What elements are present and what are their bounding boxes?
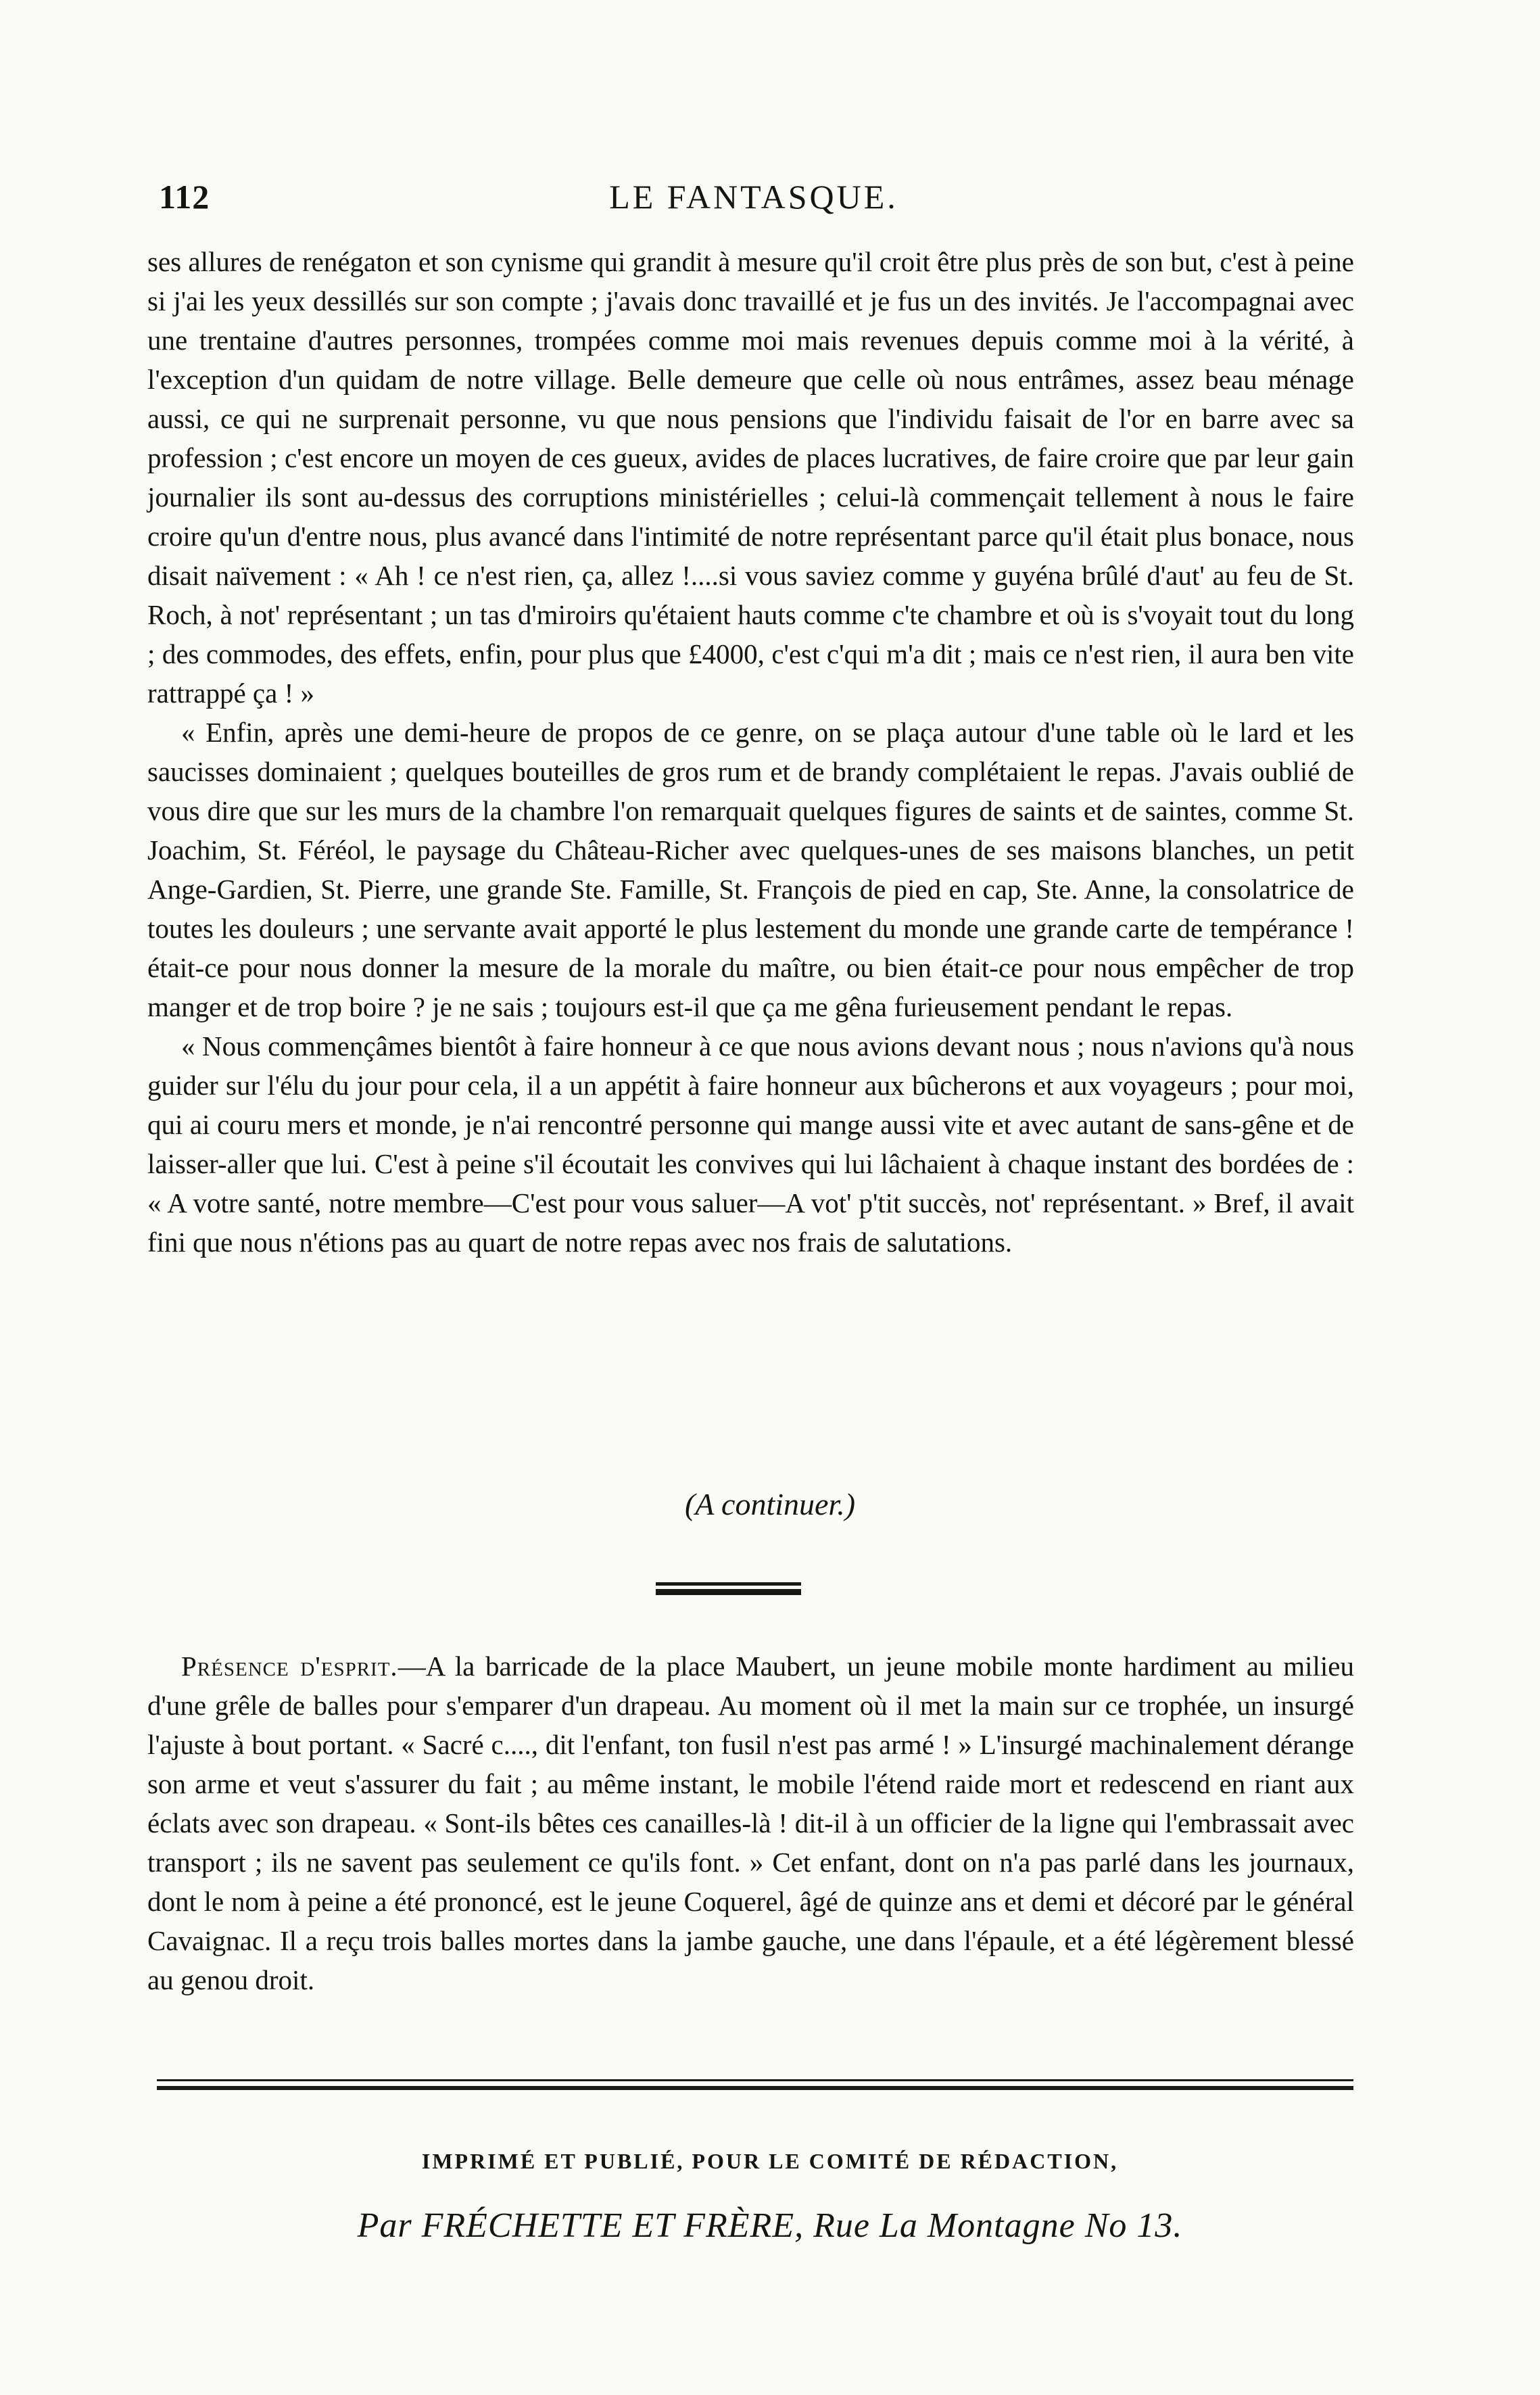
footer-rule	[157, 2086, 1353, 2090]
anecdote-article	[147, 1646, 1354, 1999]
continuation-note: (A continuer.)	[684, 1487, 856, 1521]
paragraph: ses allures de renégaton et son cynisme qui grandit à mesure qu'il croit être plus près de son but, c'est à peine si j'ai les yeux dessillés sur son compte ; j'avais donc travaillé et je fus un des invités. Je l'accompagnai avec une trentaine d'autres personnes, trompées comme moi mais revenues depuis comme moi à la vérité, à l'exception d'un quidam de notre village. Belle demeure que celle où nous entrâmes, assez beau ménage aussi, ce qui ne surprenait personne, vu que nous pensions que l'individu faisait de l'or en barre avec sa profession ; c'est encore un moyen de ces gueux, avides de places lucratives, de faire croire que par leur gain journalier ils sont au-dessus des corruptions ministérielles ; celui-là commençait tellement à nous le faire croire qu'un d'entre nous, plus avancé dans l'intimité de notre représentant parce qu'il était plus bonace, nous disait naïvement : « Ah ! ce n'est rien, ça, allez !....si vous saviez comme y guyéna brûlé d'aut' au feu de St. Roch, à not' représentant ; un tas d'miroirs qu'étaient hauts comme c'te chambre et où is s'voyait tout du long ; des commodes, des effets, enfin, pour plus que £4000, c'est c'qui m'a dit ; mais ce n'est rien, il aura ben vite rattrappé ça ! »	[147, 246, 1354, 709]
footer-rule	[157, 2079, 1353, 2081]
article-body: —A la barricade de la place Maubert, un jeune mobile monte hardiment au milieu d'une grêle de balles pour s'emparer d'un drapeau. Au moment où il met la main sur ce trophée, un insurgé l'ajuste à bout portant. « Sacré c...., dit l'enfant, ton fusil n'est pas armé ! » L'insurgé machinalement dérange son arme et veut s'assurer du fait ; au même instant, le mobile l'étend raide mort et redescend en riant aux éclats avec son drapeau. « Sont-ils bêtes ces canailles-là ! dit-il à un officier de la ligne qui l'embrassait avec transport ; ils ne savent pas seulement ce qu'ils font. » Cet enfant, dont on n'a pas parlé dans les journaux, dont le nom à peine a été prononcé, est le jeune Coquerel, âgé de quinze ans et demi et décoré par le général Cavaignac. Il a reçu trois balles mortes dans la jambe gauche, une dans l'épaule, et a été légèrement blessé au genou droit.	[147, 1651, 1355, 1995]
section-divider	[656, 1589, 801, 1595]
page-header	[159, 177, 1349, 224]
journal-title: LE FANTASQUE.	[609, 178, 898, 216]
article-heading: Présence d'esprit.	[181, 1651, 398, 1682]
paragraph	[147, 1646, 1354, 1999]
section-divider	[656, 1582, 801, 1586]
imprint-line: IMPRIMÉ ET PUBLIÉ, POUR LE COMITÉ DE RÉDACTION,	[421, 2149, 1119, 2173]
publisher-line: Par FRÉCHETTE ET FRÈRE, Rue La Montagne No 13.	[357, 2206, 1183, 2245]
paragraph: « Nous commençâmes bientôt à faire honneur à ce que nous avions devant nous ; nous n'avions qu'à nous guider sur l'élu du jour pour cela, il a un appétit à faire honneur aux bûcherons et aux voyageurs ; pour moi, qui ai couru mers et monde, je n'ai rencontré personne qui mange aussi vite et avec autant de sans-gêne et de laisser-aller que lui. C'est à peine s'il écoutait les convives qui lui lâchaient à chaque instant des bordées de : « A votre santé, notre membre—C'est pour vous saluer—A vot' p'tit succès, not' représentant. » Bref, il avait fini que nous n'étions pas au quart de notre repas avec nos frais de salutations.	[147, 1030, 1354, 1258]
paragraph: « Enfin, après une demi-heure de propos de ce genre, on se plaça autour d'une table où le lard et les saucisses dominaient ; quelques bouteilles de gros rum et de brandy complétaient le repas. J'avais oublié de vous dire que sur les murs de la chambre l'on remarquait quelques figures de saints et de saintes, comme St. Joachim, St. Féréol, le paysage du Château-Richer avec quelques-unes de ses maisons blanches, un petit Ange-Gardien, St. Pierre, une grande Ste. Famille, St. François de pied en cap, Ste. Anne, la consolatrice de toutes les douleurs ; une servante avait apporté le plus lestement du monde une grande carte de tempérance ! était-ce pour nous donner la mesure de la morale du maître, ou bien était-ce pour nous empêcher de trop manger et de trop boire ? je ne sais ; toujours est-il que ça me gêna furieusement pendant le repas.	[147, 717, 1354, 1022]
page-number: 112	[159, 178, 210, 216]
article-continued	[147, 242, 1354, 1262]
